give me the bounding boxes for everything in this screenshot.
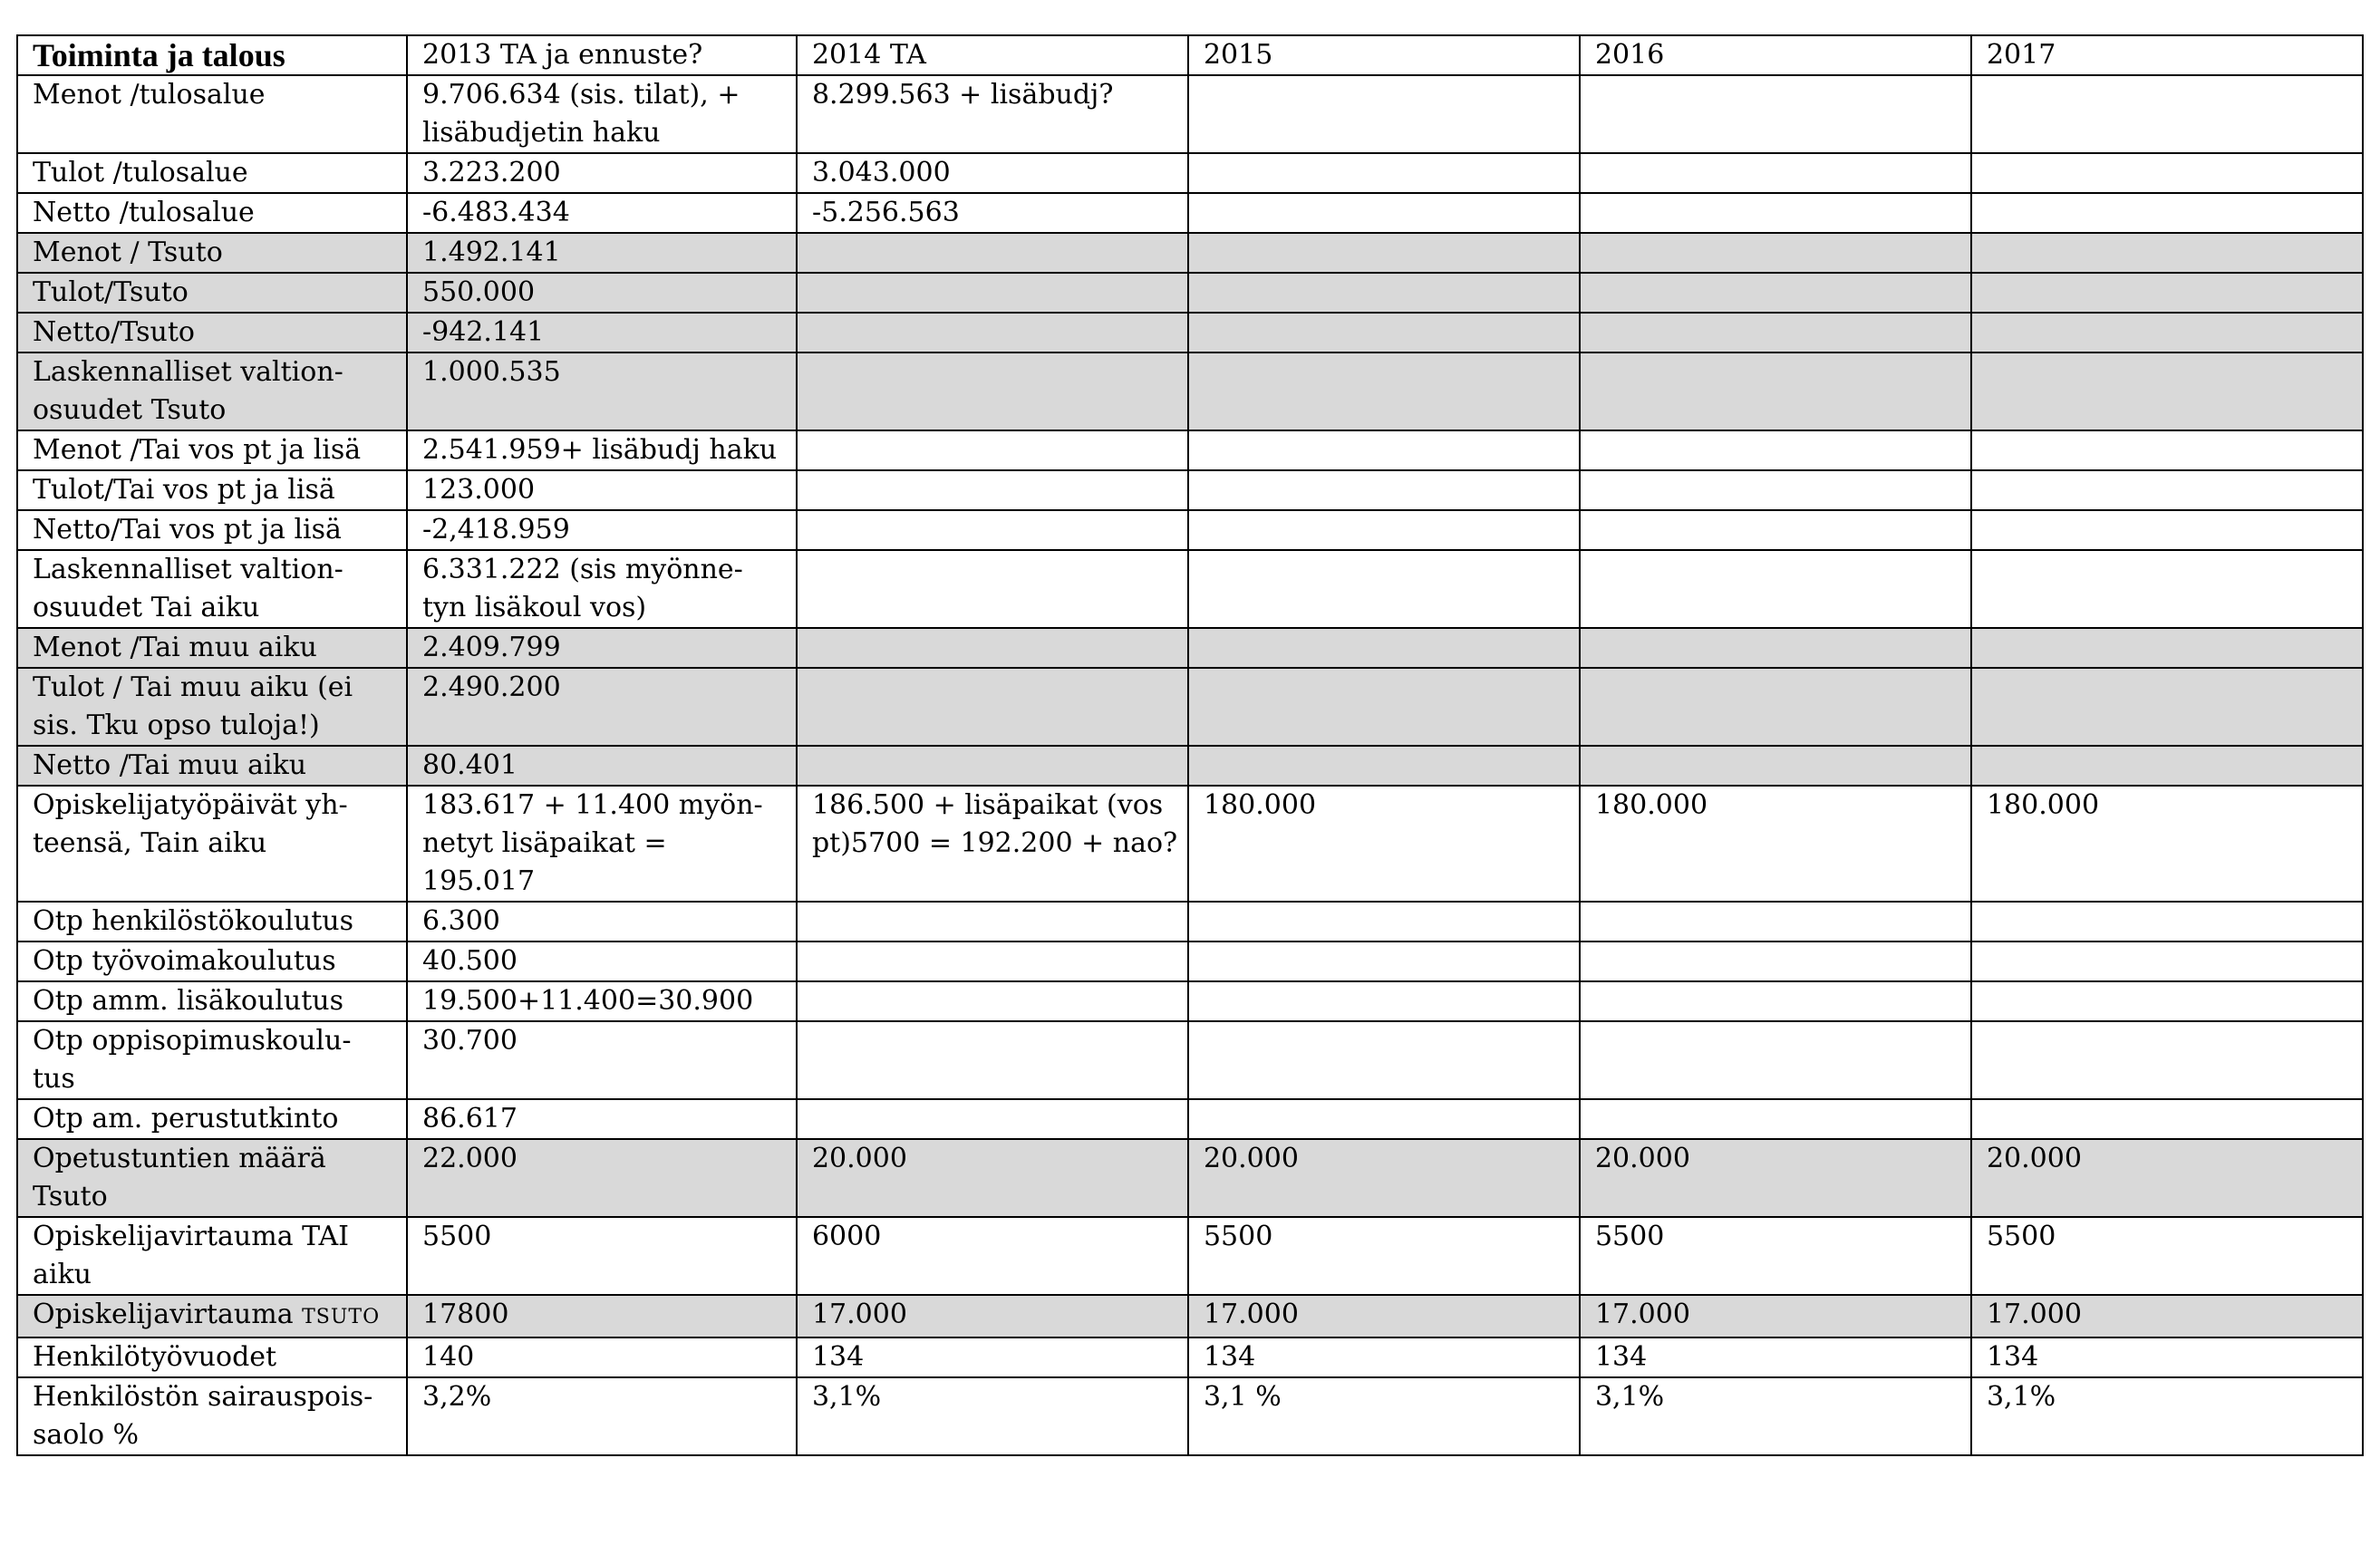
table-row [17,746,2363,786]
table-cell: 6000 [797,1217,1188,1295]
table-row [17,902,2363,941]
table-cell [1580,1021,1971,1099]
table-cell [1971,550,2363,628]
table-row [17,273,2363,313]
table-cell: 17.000 [1971,1295,2363,1337]
table-row [17,1295,2363,1337]
table-cell: 80.401 [407,746,797,786]
row-label: Otp työvoimakoulutus [17,941,407,981]
table-cell [797,941,1188,981]
table-row [17,233,2363,273]
table-cell [1971,628,2363,668]
table-cell [1188,313,1580,352]
table-row [17,941,2363,981]
table-cell: 134 [1188,1337,1580,1377]
table-cell: 134 [1580,1337,1971,1377]
table-cell [1580,628,1971,668]
header-cell-2014: 2014 TA [797,35,1188,75]
table-cell [1188,352,1580,430]
row-label: Opetustuntien määrä Tsuto [17,1139,407,1217]
table-cell [1971,746,2363,786]
table-cell: 2.541.959+ lisäbudj haku [407,430,797,470]
finance-table [16,34,2364,1456]
table-cell [1188,550,1580,628]
table-body [17,35,2363,1455]
table-cell [797,628,1188,668]
table-cell [1971,1099,2363,1139]
table-cell [1971,941,2363,981]
table-cell: 20.000 [1580,1139,1971,1217]
table-cell [1188,430,1580,470]
table-cell [1971,352,2363,430]
row-label: Opiskelijavirtauma TAI aiku [17,1217,407,1295]
table-cell [797,510,1188,550]
row-label: Tulot / Tai muu aiku (ei sis. Tku opso tuloja!) [17,668,407,746]
table-cell: 20.000 [1188,1139,1580,1217]
table-cell [797,746,1188,786]
row-label: Laskennalliset valtion- osuudet Tsuto [17,352,407,430]
table-cell: -2,418.959 [407,510,797,550]
row-label: Henkilötyövuodet [17,1337,407,1377]
table-row [17,1139,2363,1217]
header-cell-2017: 2017 [1971,35,2363,75]
row-label: Netto /tulosalue [17,193,407,233]
table-cell: 8.299.563 + lisäbudj? [797,75,1188,153]
table-cell [1188,941,1580,981]
table-cell: 86.617 [407,1099,797,1139]
table-cell: 5500 [407,1217,797,1295]
table-cell [797,1021,1188,1099]
table-cell [1580,1099,1971,1139]
table-cell [1580,75,1971,153]
row-label: Netto /Tai muu aiku [17,746,407,786]
table-cell [1971,510,2363,550]
table-cell [1971,470,2363,510]
table-cell [1188,628,1580,668]
table-cell [797,313,1188,352]
table-cell: 2.490.200 [407,668,797,746]
table-cell: 1.492.141 [407,233,797,273]
table-cell: -942.141 [407,313,797,352]
row-label: Otp amm. lisäkoulutus [17,981,407,1021]
table-cell: 9.706.634 (sis. tilat), + lisäbudjetin haku [407,75,797,153]
table-cell [1971,430,2363,470]
table-cell [1188,668,1580,746]
table-row [17,75,2363,153]
row-label-smallcaps: TSUTO [302,1306,381,1328]
table-cell: 183.617 + 11.400 myön- netyt lisäpaikat = 195.017 [407,786,797,902]
table-cell: 20.000 [1971,1139,2363,1217]
table-cell: 180.000 [1971,786,2363,902]
table-cell [1188,233,1580,273]
table-cell [797,902,1188,941]
table-cell: 6.331.222 (sis myönne- tyn lisäkoul vos) [407,550,797,628]
table-row [17,510,2363,550]
table-row [17,430,2363,470]
table-cell [1971,75,2363,153]
table-row [17,1217,2363,1295]
table-cell [797,1099,1188,1139]
table-cell [1188,981,1580,1021]
table-cell: 140 [407,1337,797,1377]
table-cell: 3.043.000 [797,153,1188,193]
row-label: Henkilöstön sairauspois- saolo % [17,1377,407,1455]
table-cell: 180.000 [1580,786,1971,902]
table-cell: 3.223.200 [407,153,797,193]
table-cell: 22.000 [407,1139,797,1217]
table-cell: 5500 [1188,1217,1580,1295]
table-cell [1971,1021,2363,1099]
table-row [17,981,2363,1021]
row-label: Menot /tulosalue [17,75,407,153]
table-cell: 17.000 [1188,1295,1580,1337]
table-cell [797,273,1188,313]
table-row [17,786,2363,902]
table-cell: -6.483.434 [407,193,797,233]
table-row [17,193,2363,233]
table-cell [1188,510,1580,550]
table-cell [797,352,1188,430]
table-cell [1580,746,1971,786]
row-label: Tulot/Tai vos pt ja lisä [17,470,407,510]
row-label: Netto/Tai vos pt ja lisä [17,510,407,550]
table-cell [1188,902,1580,941]
table-cell: 1.000.535 [407,352,797,430]
header-cell-label: Toiminta ja talous [17,35,407,75]
table-cell [1580,352,1971,430]
header-cell-2016: 2016 [1580,35,1971,75]
table-cell [797,550,1188,628]
table-cell: 123.000 [407,470,797,510]
table-cell: 19.500+11.400=30.900 [407,981,797,1021]
row-label: Otp am. perustutkinto [17,1099,407,1139]
row-label: Netto/Tsuto [17,313,407,352]
table-row [17,352,2363,430]
header-row [17,35,2363,75]
table-cell: 20.000 [797,1139,1188,1217]
row-label: Opiskelijavirtauma TSUTO [17,1295,407,1337]
table-cell: 5500 [1580,1217,1971,1295]
table-cell [1580,313,1971,352]
table-cell [1580,153,1971,193]
table-cell [797,981,1188,1021]
table-cell: 3,1% [1971,1377,2363,1455]
row-label: Menot /Tai vos pt ja lisä [17,430,407,470]
table-cell: 3,2% [407,1377,797,1455]
table-cell [797,470,1188,510]
table-cell: 3,1% [797,1377,1188,1455]
table-cell: 3,1 % [1188,1377,1580,1455]
table-cell [797,233,1188,273]
table-cell: 550.000 [407,273,797,313]
row-label: Otp henkilöstökoulutus [17,902,407,941]
table-cell [1188,153,1580,193]
table-cell: 2.409.799 [407,628,797,668]
header-cell-2015: 2015 [1188,35,1580,75]
table-cell: 17800 [407,1295,797,1337]
table-cell [1188,75,1580,153]
table-row [17,153,2363,193]
table-cell: 3,1% [1580,1377,1971,1455]
table-cell [1188,1021,1580,1099]
table-row [17,1337,2363,1377]
table-cell [1971,273,2363,313]
row-label: Menot /Tai muu aiku [17,628,407,668]
table-cell [1971,233,2363,273]
table-cell: 30.700 [407,1021,797,1099]
table-cell [1580,430,1971,470]
table-cell [1580,470,1971,510]
table-cell: -5.256.563 [797,193,1188,233]
table-cell [1971,668,2363,746]
row-label: Otp oppisopimuskoulu- tus [17,1021,407,1099]
table-cell [1580,902,1971,941]
table-cell [1188,746,1580,786]
table-cell [797,668,1188,746]
table-cell [1580,941,1971,981]
table-cell [1971,193,2363,233]
table-cell: 134 [1971,1337,2363,1377]
table-cell [1971,313,2363,352]
table-cell [1971,902,2363,941]
table-cell [1580,981,1971,1021]
table-cell: 5500 [1971,1217,2363,1295]
table-cell [797,430,1188,470]
table-cell [1971,153,2363,193]
table-row [17,313,2363,352]
table-cell [1580,550,1971,628]
row-label: Tulot/Tsuto [17,273,407,313]
table-cell [1188,470,1580,510]
table-cell [1580,233,1971,273]
table-cell: 180.000 [1188,786,1580,902]
table-cell [1580,510,1971,550]
table-cell [1971,981,2363,1021]
table-row [17,628,2363,668]
table-cell [1188,193,1580,233]
table-cell: 186.500 + lisäpaikat (vos pt)5700 = 192.200 + nao? [797,786,1188,902]
header-cell-2013: 2013 TA ja ennuste? [407,35,797,75]
table-row [17,470,2363,510]
table-cell [1188,273,1580,313]
table-row [17,668,2363,746]
table-cell [1580,668,1971,746]
table-cell: 6.300 [407,902,797,941]
row-label: Opiskelijatyöpäivät yh- teensä, Tain aiku [17,786,407,902]
table-row [17,550,2363,628]
table-row [17,1099,2363,1139]
table-cell [1188,1099,1580,1139]
table-row [17,1021,2363,1099]
table-cell [1580,273,1971,313]
table-cell: 134 [797,1337,1188,1377]
table-cell: 17.000 [797,1295,1188,1337]
row-label: Menot / Tsuto [17,233,407,273]
table-row [17,1377,2363,1455]
table-cell [1580,193,1971,233]
row-label: Laskennalliset valtion- osuudet Tai aiku [17,550,407,628]
table-cell: 17.000 [1580,1295,1971,1337]
row-label: Tulot /tulosalue [17,153,407,193]
table-cell: 40.500 [407,941,797,981]
